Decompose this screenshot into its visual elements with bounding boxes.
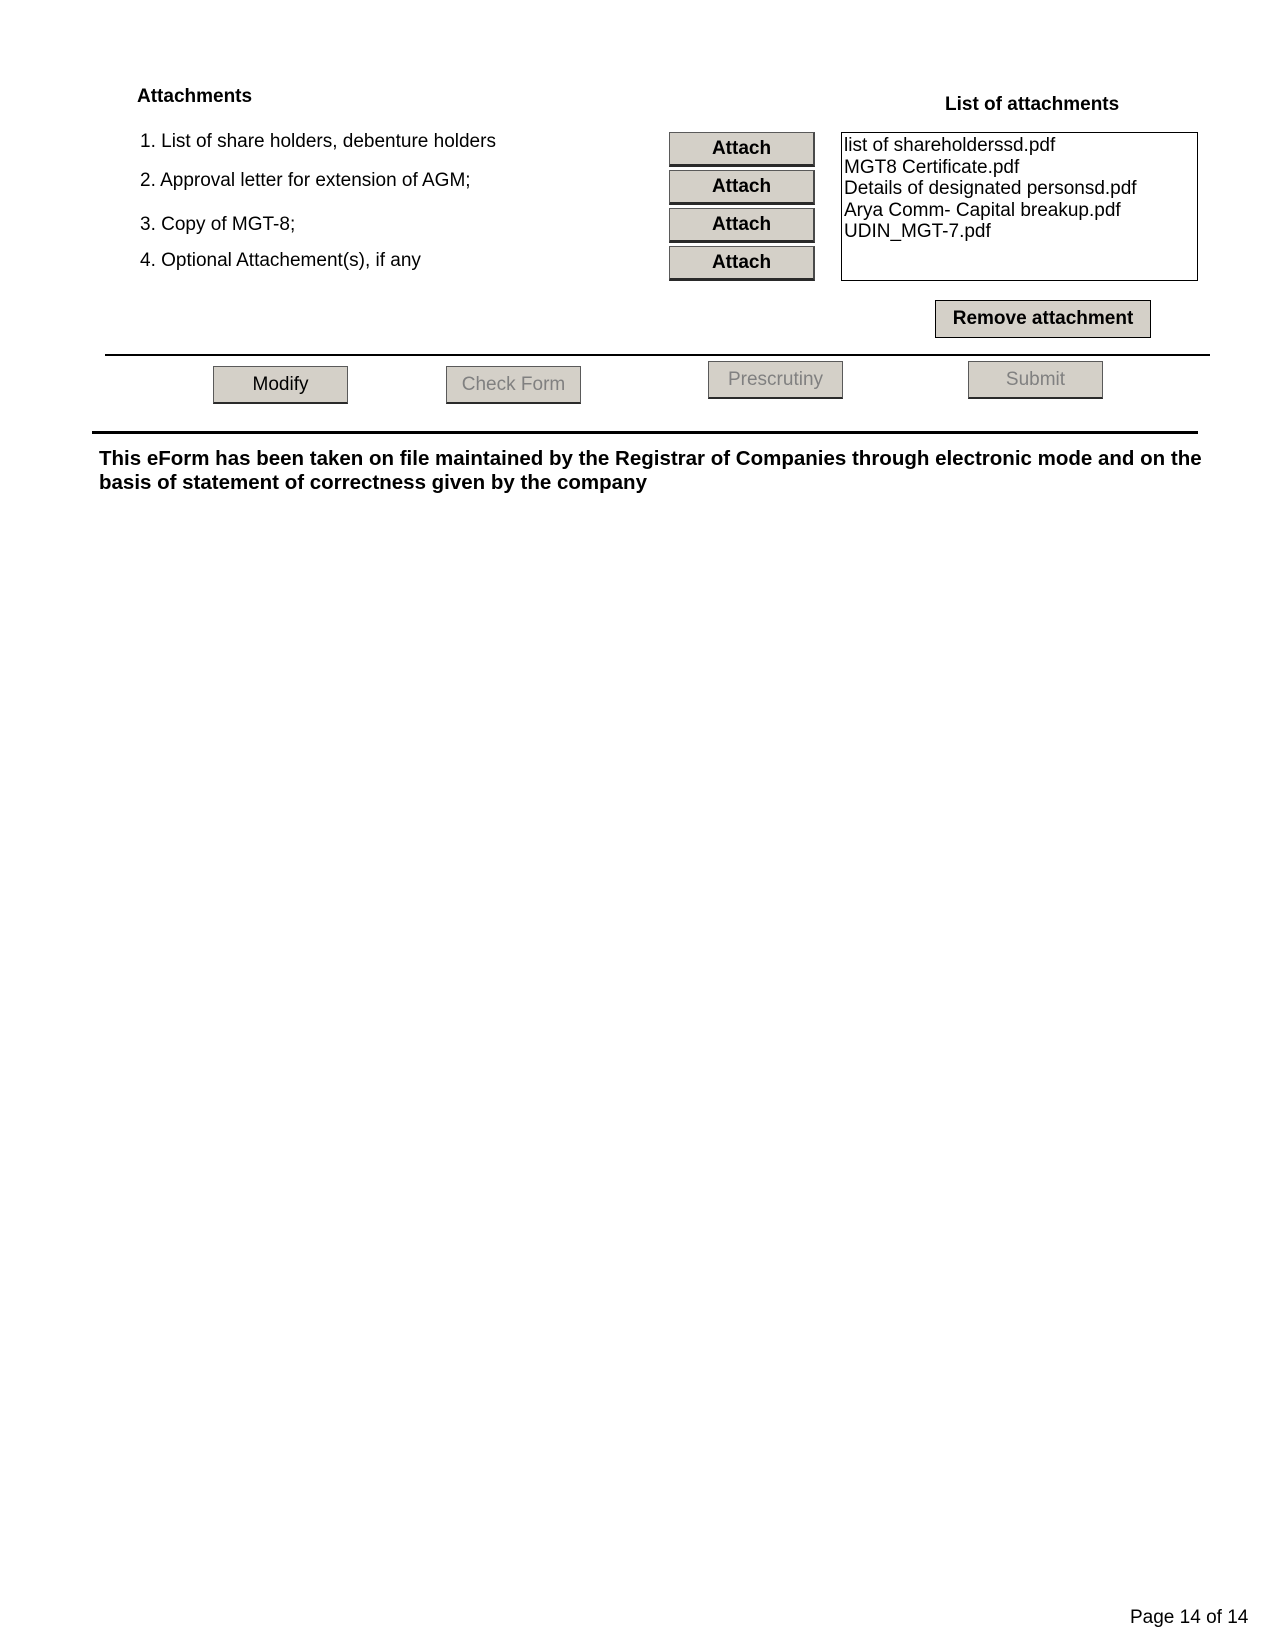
attach-button-optional[interactable]: Attach <box>669 246 815 281</box>
attachment-listbox[interactable] <box>841 132 1198 281</box>
attachment-file-item[interactable]: UDIN_MGT-7.pdf <box>844 221 991 242</box>
check-form-button[interactable]: Check Form <box>446 366 581 404</box>
attach-button-share-holders[interactable]: Attach <box>669 132 815 167</box>
page-number: Page 14 of 14 <box>1130 1607 1249 1628</box>
remove-attachment-button[interactable]: Remove attachment <box>935 300 1151 338</box>
disclaimer-text: This eForm has been taken on file maintained by the Registrar of Companies through electronic mode and on the basis of statement of correctness given by the company <box>99 447 1202 494</box>
attachment-file-item[interactable]: MGT8 Certificate.pdf <box>844 156 1020 178</box>
attachments-heading: Attachments <box>137 86 253 107</box>
divider <box>92 431 1198 434</box>
attachment-file-item[interactable]: list of shareholderssd.pdf <box>844 135 1056 156</box>
divider <box>105 354 1210 356</box>
attach-button-approval-letter[interactable]: Attach <box>669 170 815 205</box>
attachment-item-mgt8-copy: 3. Copy of MGT-8; <box>140 214 296 235</box>
attachment-file-item[interactable]: Arya Comm- Capital breakup.pdf <box>844 199 1121 221</box>
attachment-item-share-holders: 1. List of share holders, debenture holders <box>140 131 496 152</box>
prescrutiny-button[interactable]: Prescrutiny <box>708 361 843 399</box>
attachment-file-item[interactable]: Details of designated personsd.pdf <box>844 178 1137 199</box>
attachment-item-optional: 4. Optional Attachement(s), if any <box>140 250 421 271</box>
attach-button-mgt8-copy[interactable]: Attach <box>669 208 815 243</box>
submit-button[interactable]: Submit <box>968 361 1103 399</box>
attachment-list-heading: List of attachments <box>945 94 1120 115</box>
attachment-item-approval-letter: 2. Approval letter for extension of AGM; <box>140 170 471 191</box>
modify-button[interactable]: Modify <box>213 366 348 404</box>
